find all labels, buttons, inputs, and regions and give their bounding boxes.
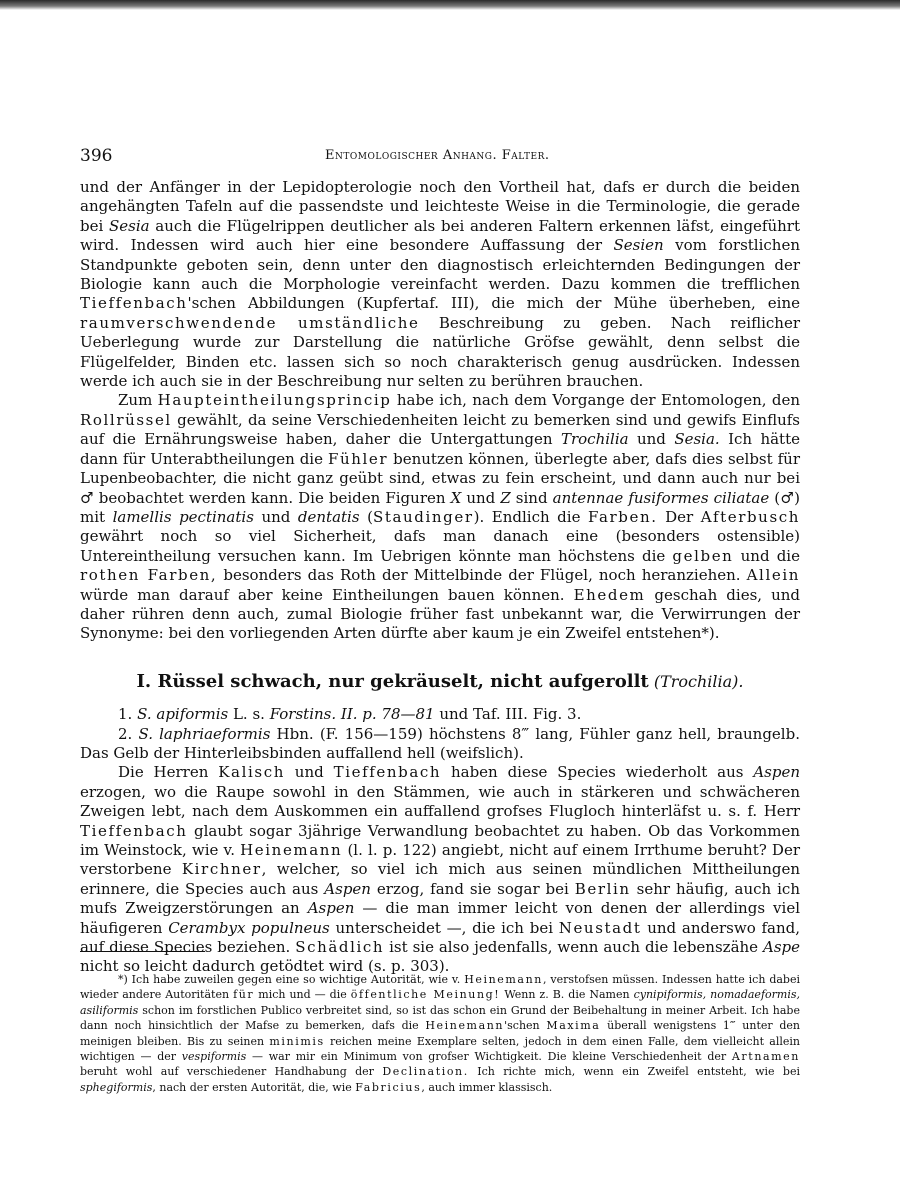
text-run: , welcher, so viel ich mich aus seinen mündlichen Mittheilungen erinnere, die Species auch aus (80, 860, 801, 898)
text-run: ist sie also jedenfalls, wenn auch die lebenszähe (384, 938, 763, 957)
text-run: sehr häufig, auch ich mufs Zweigzerstörungen an (80, 879, 800, 918)
text-run: ( (648, 671, 661, 691)
text-run: habe ich, nach dem Vorgange der Entomologen, den (391, 391, 800, 410)
text-run: L. s. (228, 705, 270, 724)
text-run: Ich richte mich, wenn ein Zweifel entsteht, wie bei (468, 1065, 800, 1079)
text-run: geschah dies, und daher rühren denn auch, zumal Biologie früher fast unbekannt war, die Verwirrungen der Synonyme: bei den vorliegenden Arten dürfte aber kaum je ein Zweifel entstehen*). (80, 585, 801, 643)
page-header (80, 146, 800, 168)
spaced-name: Heinemann (425, 1019, 505, 1033)
text-run: — die man immer leicht von denen der allerdings viel häufigeren (80, 899, 800, 937)
italic-term: Sesia (109, 216, 150, 235)
text-run: gewährt noch so viel Sicherheit, dafs man danach eine (besonders ostensible) Untereintheilung versuchen kann. Im Uebrigen könnte man höchstens die (80, 527, 800, 565)
italic-term: sphegiformis (80, 1080, 153, 1094)
section-title: I. Rüssel schwach, nur gekräuselt, nicht aufgerollt (136, 670, 649, 692)
italic-term: cynipiformis, nomadaeformis, asiliformis (80, 988, 800, 1017)
spaced-text: raumverschwendende umständliche (80, 313, 420, 332)
spaced-text: Artnamen (731, 1050, 800, 1064)
paragraph (80, 763, 800, 976)
italic-term: Aspen (307, 899, 355, 918)
spaced-text: öffentliche Meinung! (350, 988, 501, 1002)
text-run: und (628, 430, 675, 449)
species-entry (80, 705, 800, 724)
spaced-text: Schädlich (295, 938, 385, 957)
species-name: S. apiformis (137, 705, 229, 724)
text-run: haben diese Species wiederholt aus (441, 763, 754, 782)
text-run: ( (359, 507, 373, 526)
spaced-name: Heinemann (464, 973, 543, 986)
text-run: , nach der ersten Autorität, die, wie (152, 1080, 356, 1094)
text-run: ). Endlich die (473, 507, 588, 526)
text-run: *) Ich habe zuweilen gegen eine so wichtige Autorität, wie v. (118, 973, 465, 986)
spaced-text: Haupteintheilungsprincip (157, 391, 392, 410)
text-run: Hbn. (F. 156—159) höchstens 8‴ lang, Fühler ganz hell, braungelb. Das Gelb der Hinterleibsbinden auffallend hell (weifslich). (80, 724, 800, 762)
spaced-text: gelben (672, 546, 734, 565)
italic-term: Z (500, 488, 511, 507)
text-run: erzog, fand sie sogar bei (370, 879, 575, 898)
italic-term: vespiformis (181, 1050, 247, 1064)
text-run: und der Anfänger in der Lepidopterologie noch den Vortheil hat, dafs er durch die beiden angehängten Tafeln auf die passendste und leichteste Weise in die Terminologie, die gerade bei (80, 178, 800, 235)
spaced-text: Farben. (587, 507, 658, 526)
italic-term: Cerambyx populneus (168, 918, 330, 937)
text-run: und (284, 763, 334, 782)
spaced-text: Declination. (382, 1065, 469, 1079)
spaced-name: Heinemann (240, 841, 343, 859)
italic-term: Aspen (753, 763, 801, 782)
spaced-text: Ehedem (573, 585, 646, 604)
text-run: und (461, 488, 501, 507)
italic-term: Sesien (613, 236, 664, 255)
footnote (80, 972, 800, 1095)
text-run: 'schen (504, 1019, 547, 1033)
text-run: beruht wohl auf verschiedener Handhabung der (80, 1065, 383, 1079)
text-run: auch die Flügelrippen deutlicher als bei anderen Faltern erkennen läfst, eingeführt wird. Indessen wird auch hier eine besondere Auffassung der (80, 216, 801, 255)
entry-number: 1. (118, 705, 138, 724)
reference: Forstins. II. p. 78—81 (269, 705, 435, 724)
text-run: erzogen, wo die Raupe sowohl in den Stämmen, wie auch in stärkeren und schwächeren Zweigen lebt, nach dem Auskommen ein auffallend grofses Flugloch hinterläfst u. s. f. Herr (80, 782, 800, 821)
text-run: vom forstlichen Standpunkte geboten sein, denn unter den diagnostisch erleichternden Bedingungen der Biologie kann auch die Morphologie vereinfacht werden. Dazu kommen die trefflichen (80, 236, 800, 294)
italic-term: antennae fusiformes ciliatae (552, 488, 770, 507)
italic-term: Aspen (324, 879, 371, 898)
footnote-text (80, 972, 800, 1095)
page-number: 396 (80, 146, 113, 166)
spaced-text: Rollrüssel (80, 410, 172, 429)
spaced-text: für (233, 988, 255, 1002)
paragraph (80, 391, 800, 643)
text-run: (♂) mit (80, 488, 801, 526)
italic-term: dentatis (297, 507, 360, 526)
text-run: 'schen Abbildungen (Kupfertaf. III), die mich der Mühe überheben, eine (187, 294, 800, 313)
section-subtitle: Trochilia (660, 671, 733, 691)
main-text (80, 178, 800, 977)
text-run: — war mir ein Minimum von grofser Wichtigkeit. Die kleine Verschiedenheit der (246, 1050, 732, 1064)
species-name: S. laphriaeformis (138, 724, 271, 743)
text-run: Ich hätte dann für Unterabtheilungen die (80, 430, 800, 468)
text-run: und (253, 507, 298, 526)
entry-number: 2. (118, 724, 139, 743)
text-run: schon im forstlichen Publico verbreitet sind, so ist das schon ein Grund der Beibehaltung in meiner Arbeit. Ich habe dann noch hinsichtlich der Mafse zu bemerken, dafs die (80, 1003, 800, 1033)
text-run: (l. l. p. 122) angiebt, nicht auf einem Irrthume beruht? Der verstorbene (80, 841, 800, 879)
spaced-name: Fabricius (355, 1080, 422, 1094)
text-run: Zum (118, 391, 158, 410)
italic-term: Sesia. (674, 430, 720, 449)
text-run: benutzen können, überlegte aber, dafs dies selbst für Lupenbeobachter, die nicht ganz geübt sind, etwas zu fein erscheint, und dann auch nur bei ♂ beobachtet werden kann. Die beiden Figuren (80, 449, 800, 507)
spaced-name: Tieffenbach (80, 294, 188, 313)
text-run: gewählt, da seine Verschiedenheiten leicht zu bemerken sind und gewifs Einflufs auf die Ernährungsweise haben, daher die Untergattungen (80, 410, 800, 449)
paragraph (80, 178, 800, 391)
text-run: unterscheidet —, die ich bei (329, 918, 559, 937)
spaced-text: Fühler (327, 449, 389, 468)
italic-term: X (450, 488, 462, 507)
italic-term: lamellis pectinatis (112, 507, 254, 526)
species-entry (80, 725, 800, 764)
text-run: glaubt sogar 3jährige Verwandlung beobachtet zu haben. Ob das Vorkommen im Weinstock, wie v. (80, 821, 800, 859)
text-run: Beschreibung zu geben. Nach reiflicher Ueberlegung wurde zur Darstellung die natürliche Gröfse gewählt, denn selbst die Flügelfelder, Binden etc. lassen sich so noch charakterisch genug ausdrücken. Indessen werde ich auch sie in der Beschreibung nur selten zu berühren brauchen. (80, 313, 800, 391)
text-run: nicht so leicht dadurch getödtet wird (s. p. 303). (80, 957, 450, 976)
text-run: reichen meine Exemplare selten, jedoch in dem einen Falle, dem vielleicht allein wichtigen — der (80, 1034, 800, 1064)
spaced-name: Berlin (574, 879, 631, 898)
spaced-name: Tieffenbach (333, 763, 442, 782)
text-run: mich und — die (254, 988, 351, 1002)
text-run: Der (657, 507, 701, 526)
text-run: würde man darauf aber keine Eintheilungen bauen können. (80, 585, 574, 604)
text-run: ). (732, 671, 744, 691)
scan-edge (0, 0, 900, 10)
running-title: Entomologischer Anhang. Falter. (325, 148, 550, 163)
spaced-text: minimis (269, 1034, 325, 1048)
spaced-name: Kirchner (181, 860, 262, 879)
text-run: und die (733, 546, 800, 565)
text-run: und Taf. III. Fig. 3. (434, 705, 582, 724)
text-run: überall wenigstens 1‴ unter den meinigen bleiben. Bis zu seinen (80, 1019, 800, 1048)
spaced-text: Allein (746, 566, 800, 585)
text-run: , auch immer klassisch. (421, 1080, 553, 1094)
section-heading (80, 672, 800, 691)
text-run: und anderswo fand, auf diese Species beziehen. (80, 918, 800, 957)
text-run: Die Herren (118, 763, 219, 782)
spaced-name: Tieffenbach (80, 821, 188, 840)
text-run: Wenn z. B. die Namen (500, 988, 634, 1002)
spaced-name: Kalisch (218, 763, 285, 782)
text-run: besonders das Roth der Mittelbinde der Flügel, noch heranziehen. (217, 566, 747, 585)
spaced-name: Neustadt (558, 918, 642, 937)
text-run: sind (510, 488, 553, 507)
spaced-text: rothen Farben, (80, 566, 218, 585)
footnote-rule (80, 951, 205, 952)
italic-term: Trochilia (560, 430, 629, 449)
italic-term: Aspe (762, 938, 800, 957)
spaced-text: Afterbusch (700, 507, 800, 526)
spaced-name: Staudinger (372, 507, 474, 526)
text-run: , verstofsen müssen. Indessen hatte ich dabei wieder andere Autoritäten (80, 973, 800, 1002)
spaced-text: Maxima (546, 1019, 601, 1033)
